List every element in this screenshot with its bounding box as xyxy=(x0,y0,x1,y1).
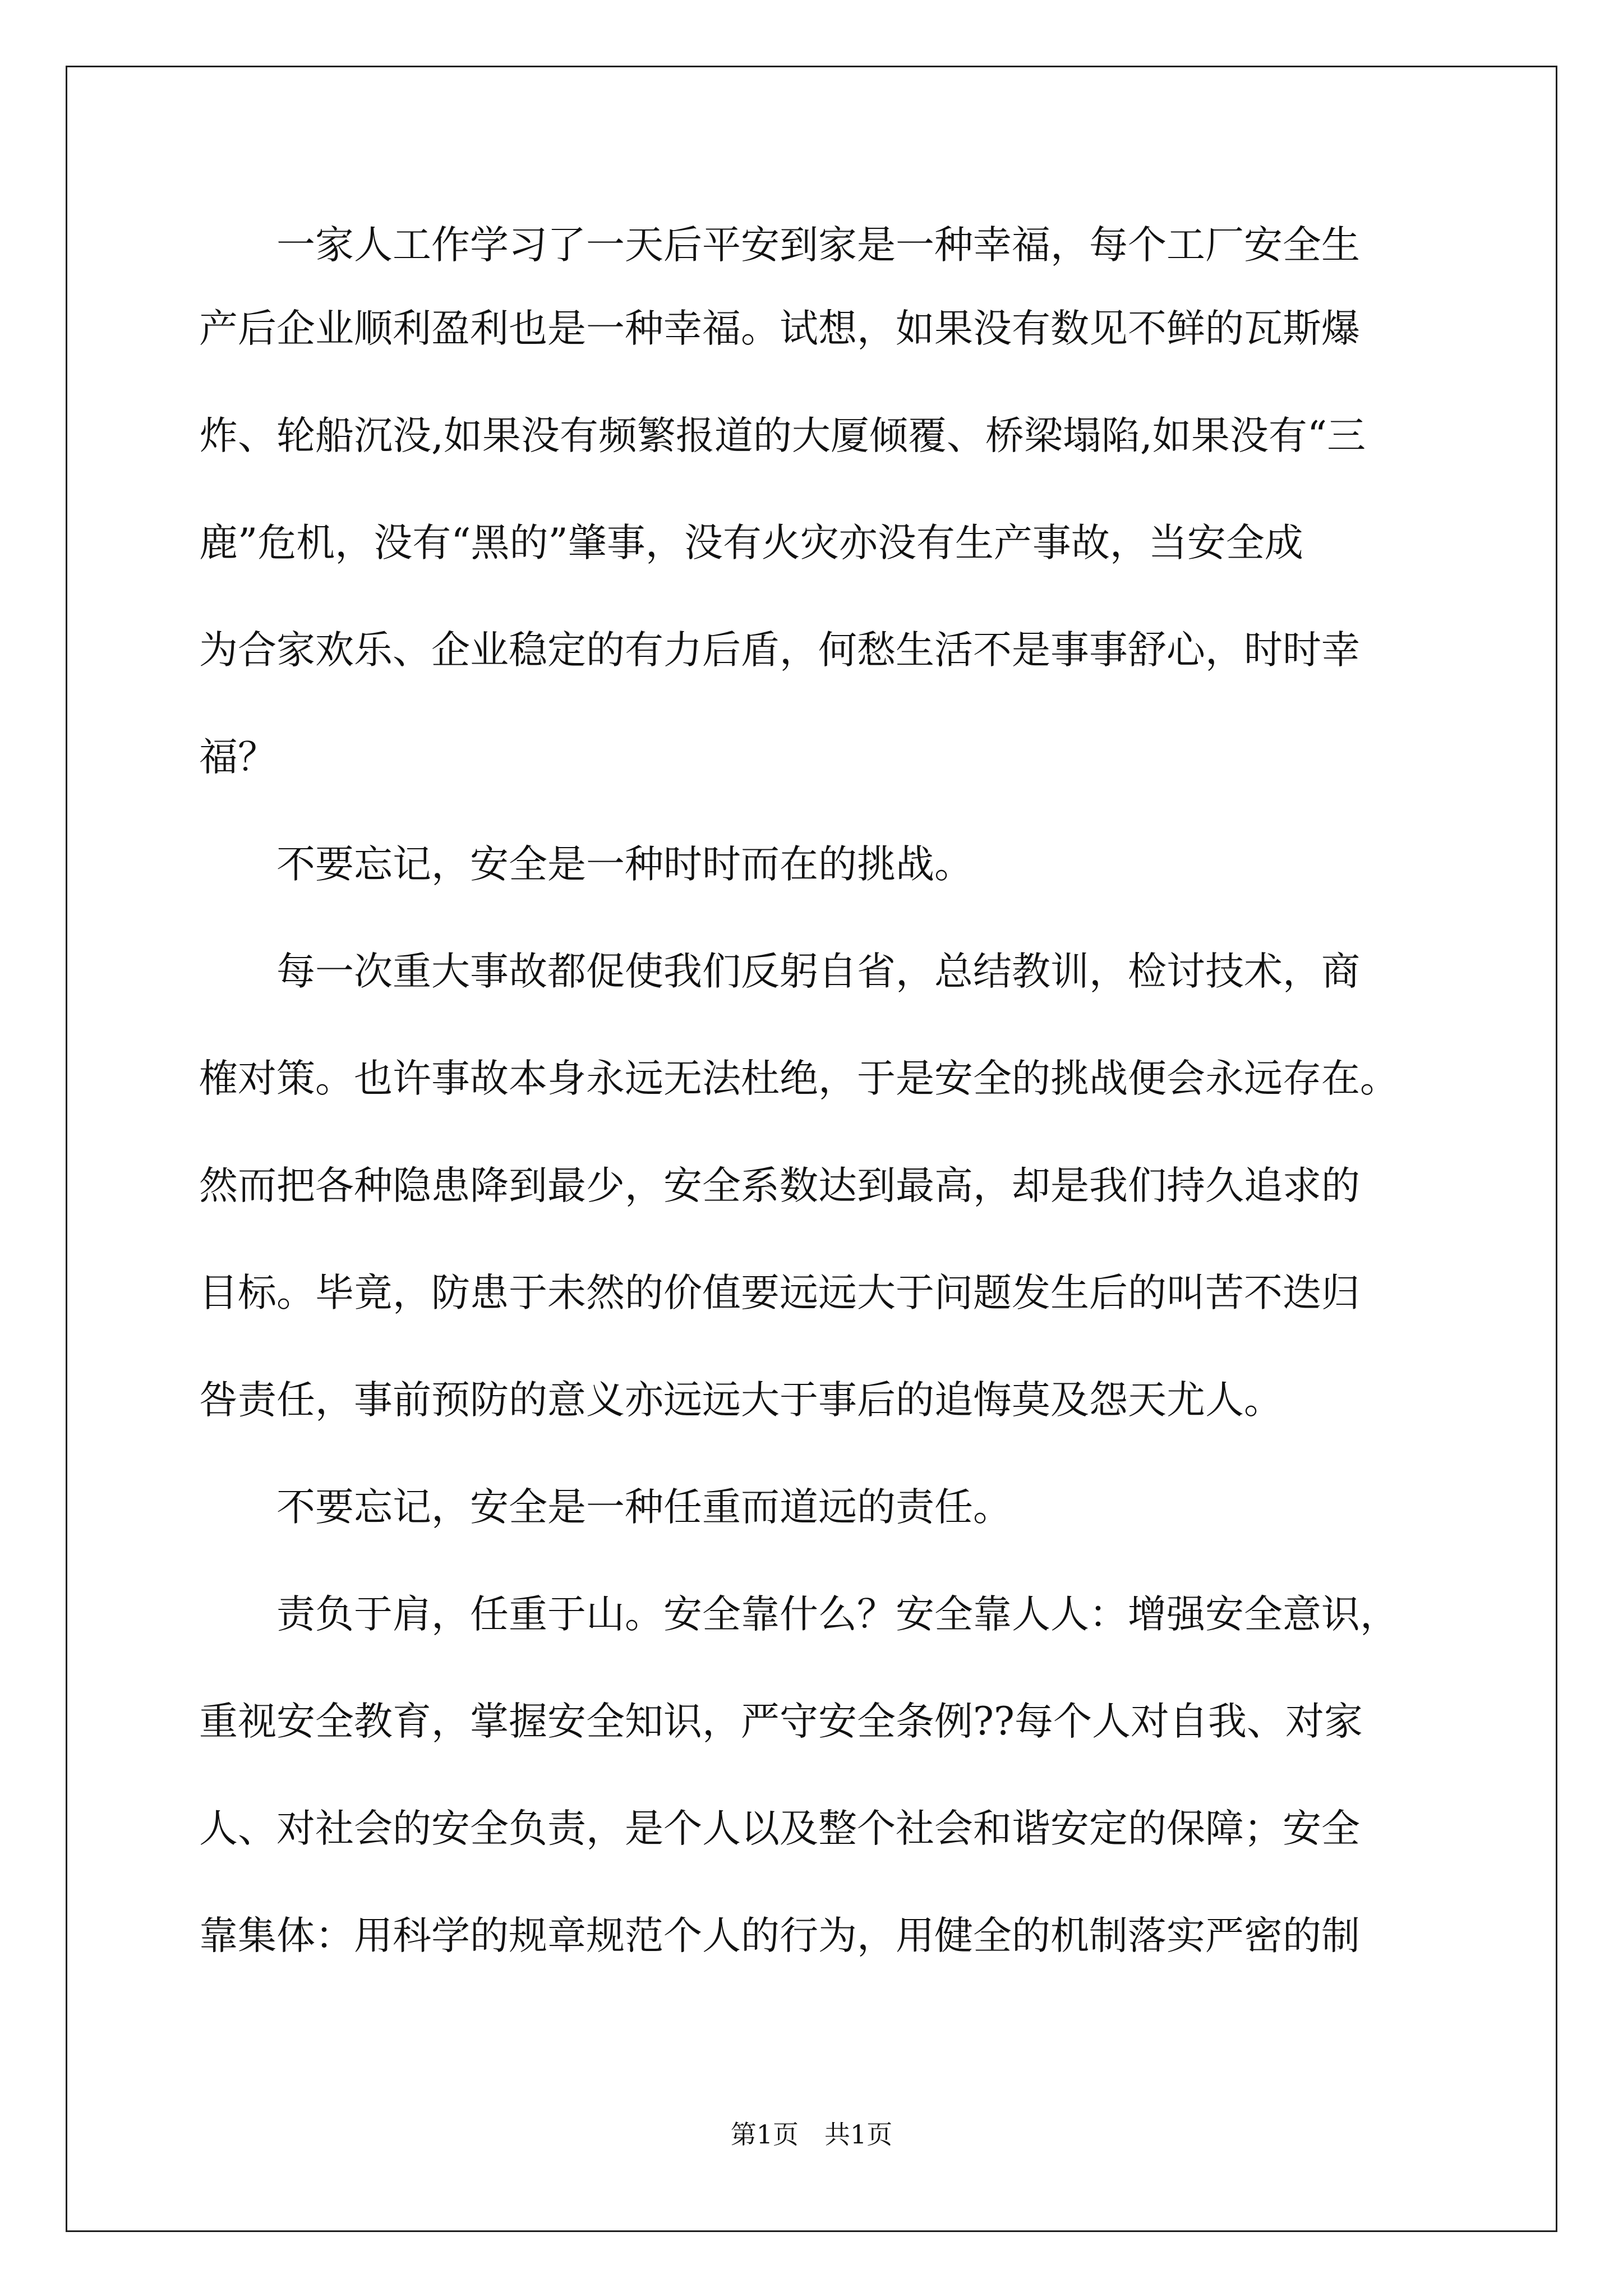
text-line-1: 一家人工作学习了一天后平安到家是一种幸福，每个工厂安全生 xyxy=(199,223,1360,268)
text-line-17: 靠集体：用科学的规章规范个人的行为，用健全的机制落实严密的制 xyxy=(199,1913,1360,1958)
text-line-10: 然而把各种隐患降到最少，安全系数达到最高，却是我们持久追求的 xyxy=(199,1163,1360,1208)
text-line-8: 每一次重大事故都促使我们反躬自省，总结教训，检讨技术，商 xyxy=(199,949,1360,994)
text-line-2: 产后企业顺利盈利也是一种幸福。试想，如果没有数见不鲜的瓦斯爆 xyxy=(199,306,1360,351)
text-line-13: 不要忘记，安全是一种任重而道远的责任。 xyxy=(199,1485,1012,1530)
text-line-16: 人、对社会的安全负责，是个人以及整个社会和谐安定的保障；安全 xyxy=(199,1806,1360,1851)
text-line-4: 鹿”危机，没有“黑的”肇事，没有火灾亦没有生产事故，当安全成 xyxy=(199,521,1303,565)
text-line-7: 不要忘记，安全是一种时时而在的挑战。 xyxy=(199,842,973,887)
text-line-5: 为合家欢乐、企业稳定的有力后盾，何愁生活不是事事舒心，时时幸 xyxy=(199,628,1360,673)
text-line-6: 福？ xyxy=(199,735,276,780)
text-line-14: 责负于肩，任重于山。安全靠什么？安全靠人人：增强安全意识， xyxy=(199,1592,1399,1637)
document-body xyxy=(199,215,1427,1990)
text-line-15: 重视安全教育，掌握安全知识，严守安全条例??每个人对自我、对家 xyxy=(199,1699,1363,1744)
text-line-12: 咎责任，事前预防的意义亦远远大于事后的追悔莫及怨天尤人。 xyxy=(199,1378,1283,1423)
text-line-9: 榷对策。也许事故本身永远无法杜绝，于是安全的挑战便会永远存在。 xyxy=(199,1056,1399,1101)
text-line-11: 目标。毕竟，防患于未然的价值要远远大于问题发生后的叫苦不迭归 xyxy=(199,1271,1360,1315)
page-number-footer: 第1页 共1页 xyxy=(730,2119,893,2150)
text-line-3: 炸、轮船沉没,如果没有频繁报道的大厦倾覆、桥梁塌陷,如果没有“三 xyxy=(199,413,1366,458)
